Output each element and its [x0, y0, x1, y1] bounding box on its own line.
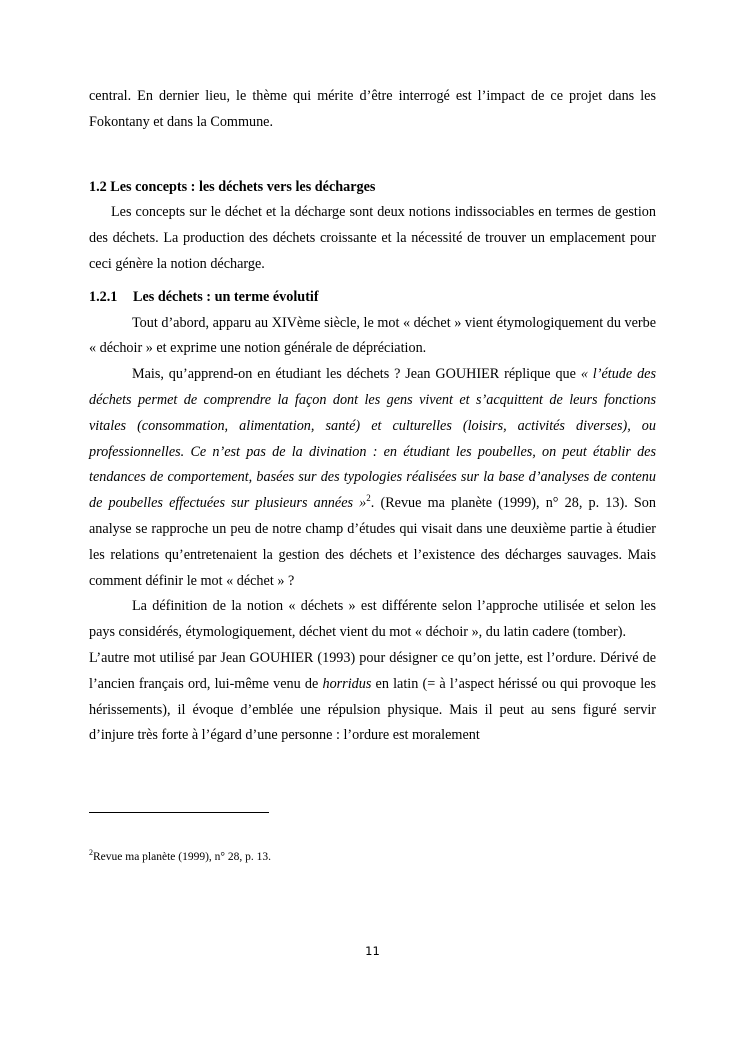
- ordure-lead: L’autre mot utilisé par Jean GOUHIER (1993) pour désigner ce qu’on jette, est l’ordure. Dérivé de l’ancien français ord, lui-même venu de: [89, 649, 656, 692]
- intro-line-1: central. En dernier lieu, le thème qui mérite d’être interrogé est l’impact de ce projet dans les: [89, 88, 656, 104]
- intro-line-2: Fokontany et dans la Commune.: [89, 113, 274, 130]
- paragraph-etymology: Tout d’abord, apparu au XIVème siècle, le mot « déchet » vient étymologiquement du verbe « déchoir » et exprime une notion générale de dépréciation.: [89, 314, 656, 357]
- footnote: [89, 849, 271, 865]
- subsection-heading: [89, 285, 656, 311]
- section-paragraph: Les concepts sur le déchet et la décharge sont deux notions indissociables en termes de gestion des déchets. La production des déchets croissante et la nécessité de trouver un emplacement pour ceci génère la notion décharge.: [89, 204, 656, 272]
- quote-tail: . (Revue ma planète (1999), n° 28, p. 13). Son analyse se rapproche un peu de notre champ d’études qui visait dans une deuxième partie à étudier les relations qu’entretenaient la gestion des déchets et l’existence des décharges sauvages. Mais comment définir le mot « déchet » ?: [89, 495, 656, 589]
- footnote-separator: [89, 812, 269, 813]
- subsection-title: Les déchets : un terme évolutif: [133, 288, 319, 305]
- paragraph-gouhier-quote: [89, 362, 656, 594]
- footnote-text: Revue ma planète (1999), n° 28, p. 13.: [93, 851, 272, 863]
- quote-lead: Mais, qu’apprend-on en étudiant les déchets ? Jean GOUHIER réplique que: [132, 366, 581, 383]
- quote-text: « l’étude des déchets permet de comprendre la façon dont les gens vivent et s’acquittent de leurs fonctions vitales (consommation, alimentation, santé) et culturelles (loisirs, activités diverses), ou professionnelles. Ce n’est pas de la divination : en étudiant les poubelles, on peut établir des tendances de comportement, basées sur des typologies réalisées sur la base d’analyses de contenu de poubelles effectuées sur plusieurs années »: [89, 366, 656, 512]
- footnote-reference: 2: [366, 493, 371, 504]
- subsection-number: 1.2.1: [89, 288, 118, 305]
- footnote-mark: 2: [89, 848, 93, 857]
- page-body: [89, 84, 656, 749]
- latin-word: horridus: [322, 675, 372, 692]
- paragraph-definition: La définition de la notion « déchets » est différente selon l’approche utilisée et selon les pays considérés, étymologiquement, déchet vient du mot « déchoir », du latin cadere (tomber).: [89, 598, 656, 641]
- section-heading: 1.2 Les concepts : les déchets vers les décharges: [89, 178, 376, 195]
- intro-paragraph: [89, 84, 656, 136]
- ordure-tail: en latin (= à l’aspect hérissé ou qui provoque les hérissements), il évoque d’emblée une répulsion physique. Mais il peut au sens figuré servir d’injure très forte à l’égard d’une personne : l’ordure est moralement: [89, 675, 656, 744]
- paragraph-ordure: [89, 646, 656, 749]
- page-number: 11: [365, 944, 380, 958]
